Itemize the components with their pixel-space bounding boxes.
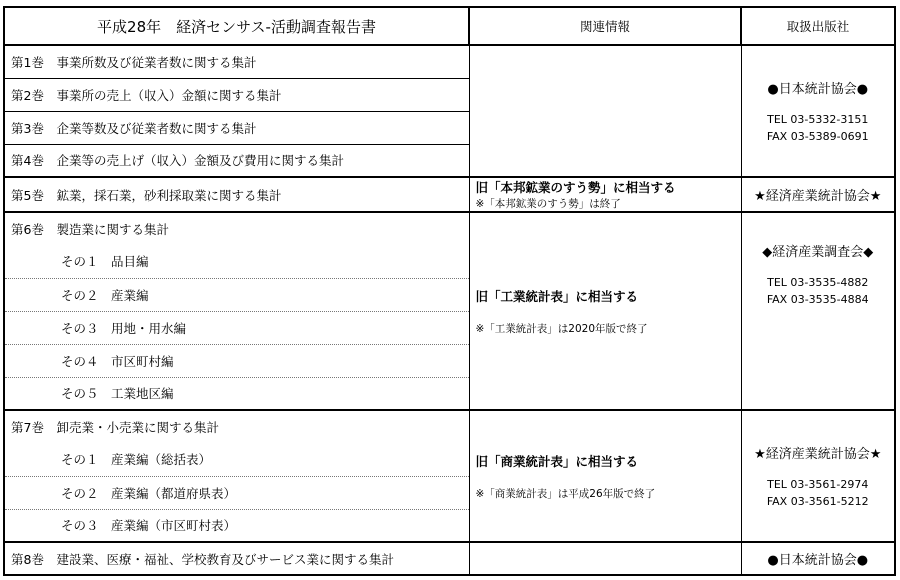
volume-4-label: 第4巻 企業等の売上げ（収入）金額及び費用に関する集計: [4, 144, 469, 177]
volume-7-part-1-label: その１ 産業編（総括表）: [4, 443, 469, 476]
table-row-vol8: [4, 542, 895, 575]
publisher-vol8: [741, 542, 895, 575]
table-row-vol7: [4, 410, 895, 443]
volume-7-label: 第7巻 卸売業・小売業に関する集計: [4, 410, 469, 443]
related-info-vol1-4: [469, 45, 741, 177]
publisher-name: ●日本統計協会●: [767, 553, 869, 568]
volume-8-label: 第8巻 建設業、医療・福祉、学校教育及びサービス業に関する集計: [4, 542, 469, 575]
volume-6-part-5-label: その５ 工業地区編: [4, 377, 469, 410]
related-info-vol6: [469, 212, 741, 410]
publisher-name: ★経済産業統計協会★: [754, 189, 882, 204]
volume-6-label: 第6巻 製造業に関する集計: [4, 212, 469, 245]
publisher-name: ●日本統計協会●: [767, 81, 869, 97]
publisher-tel: TEL 03-3535-4882: [767, 276, 869, 289]
publisher-fax: FAX 03-3535-4884: [766, 293, 869, 306]
volume-5-label: 第5巻 鉱業，採石業，砂利採取業に関する集計: [4, 177, 469, 212]
publisher-vol5: [741, 177, 895, 212]
related-info-vol8: [469, 542, 741, 575]
report-table-sheet: [3, 6, 894, 571]
publisher-tel: TEL 03-5332-3151: [767, 112, 869, 126]
publisher-fax: FAX 03-3561-5212: [766, 494, 869, 508]
table-row-vol1: [4, 45, 895, 78]
publisher-name: ◆経済産業調査会◆: [762, 245, 874, 260]
publisher-vol1-4: [741, 45, 895, 177]
volume-2-label: 第2巻 事業所の売上（収入）金額に関する集計: [4, 78, 469, 111]
related-main-text: 旧「工業統計表」に相当する: [475, 288, 639, 304]
volume-3-label: 第3巻 企業等数及び従業者数に関する集計: [4, 111, 469, 144]
related-info-vol7: [469, 410, 741, 542]
volume-6-part-2-label: その２ 産業編: [4, 278, 469, 311]
volume-7-part-2-label: その２ 産業編（都道府県表）: [4, 476, 469, 509]
publisher-name: ★経済産業統計協会★: [754, 446, 882, 462]
volume-1-label: 第1巻 事業所数及び従業者数に関する集計: [4, 45, 469, 78]
volume-7-part-3-label: その３ 産業編（市区町村表）: [4, 509, 469, 542]
publisher-vol7: [741, 410, 895, 542]
header-row: [4, 7, 895, 45]
publisher-tel: TEL 03-3561-2974: [767, 477, 869, 491]
related-note-text: ※「本邦鉱業のすう勢」は終了: [475, 198, 621, 210]
publisher-fax: FAX 03-5389-0691: [766, 129, 869, 143]
volume-6-part-1-label: その１ 品目編: [4, 245, 469, 278]
related-note-text: ※「商業統計表」は平成26年版で終了: [475, 487, 656, 500]
table-title: 平成28年 経済センサス-活動調査報告書: [4, 7, 469, 45]
related-note-text: ※「工業統計表」は2020年版で終了: [475, 322, 648, 335]
related-main-text: 旧「本邦鉱業のすう勢」に相当する: [475, 180, 676, 195]
header-related: 関連情報: [469, 7, 741, 45]
related-info-vol5: [469, 177, 741, 212]
volume-6-part-4-label: その４ 市区町村編: [4, 344, 469, 377]
volume-6-part-3-label: その３ 用地・用水編: [4, 311, 469, 344]
report-table: [3, 6, 896, 576]
table-row-vol6: [4, 212, 895, 245]
related-main-text: 旧「商業統計表」に相当する: [475, 453, 639, 469]
table-row-vol5: [4, 177, 895, 212]
publisher-vol6: [741, 212, 895, 410]
header-publisher: 取扱出版社: [741, 7, 895, 45]
